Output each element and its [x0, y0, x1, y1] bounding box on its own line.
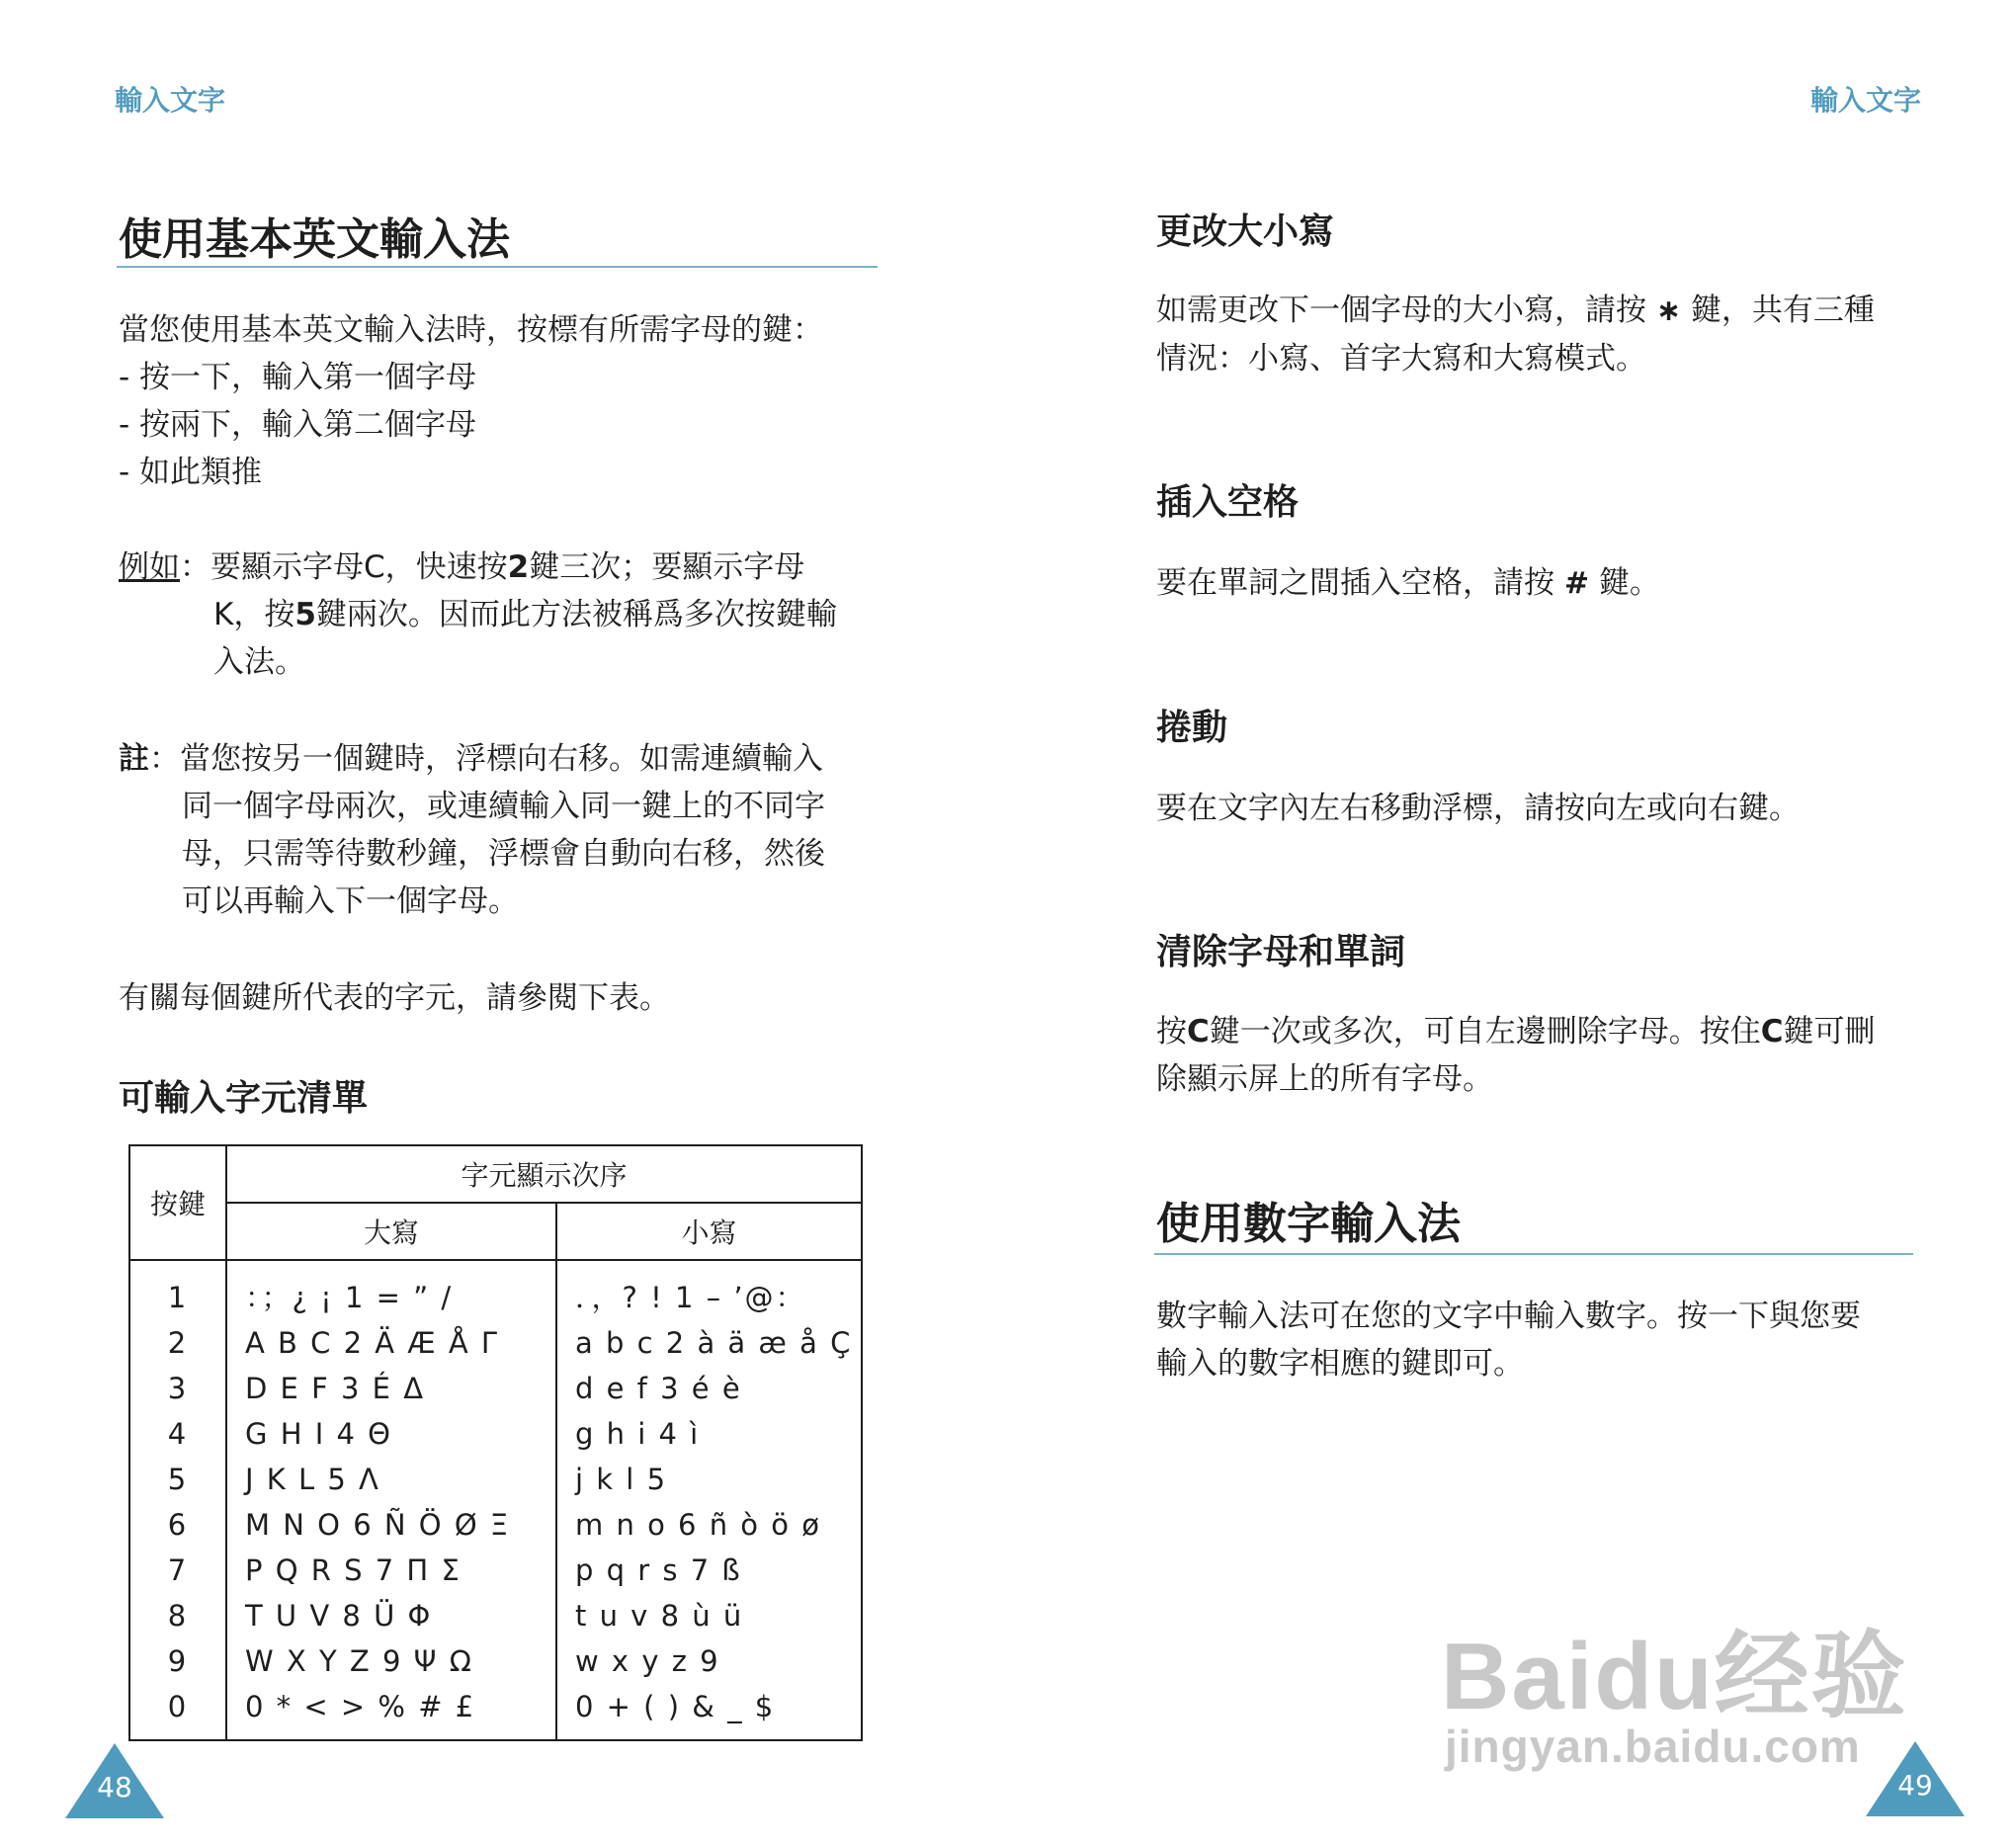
section-title-numeric: 使用數字輸入法	[1156, 1199, 1461, 1249]
example-sep: ：	[180, 549, 210, 585]
example-text: K，按	[213, 597, 295, 632]
table-title: 可輸入字元清單	[119, 1078, 369, 1119]
uppercase-column	[226, 1260, 556, 1740]
lower-cell: p q r s 7 ß	[575, 1553, 742, 1587]
upper-cell: J K L 5 Λ	[245, 1463, 380, 1496]
scroll-text: 要在文字內左右移動浮標，請按向左或向右鍵。	[1156, 791, 1800, 826]
bullet-item: - 按一下，輸入第一個字母	[119, 354, 476, 401]
lower-cell: m n o 6 ñ ò ö ø	[575, 1508, 821, 1542]
section-title-basic-english: 使用基本英文輸入法	[119, 214, 510, 265]
key-label: C	[1760, 1014, 1784, 1049]
text-span: 鍵一次或多次，可自左邊刪除字母。按住	[1209, 1014, 1761, 1049]
upper-cell: A B C 2 Ä Æ Å Γ	[245, 1326, 500, 1360]
note-line: 可以再輸入下一個字母。	[182, 883, 519, 919]
key-cell: 0	[167, 1690, 189, 1723]
text-line	[1156, 287, 1947, 335]
heading-insert-space: 插入空格	[1156, 482, 1300, 523]
lower-cell: a b c 2 à ä æ å Ç	[575, 1326, 853, 1360]
heading-change-case: 更改大小寫	[1156, 211, 1335, 252]
text-line: 輸入的數字相應的鍵即可。	[1156, 1346, 1524, 1382]
upper-cell: W X Y Z 9 Ψ Ω	[245, 1644, 473, 1678]
key-cell: 9	[167, 1644, 189, 1678]
note-line: 同一個字母兩次，或連續輸入同一鍵上的不同字	[182, 789, 825, 824]
key-cell: 8	[167, 1599, 189, 1633]
upper-cell: M N O 6 Ñ Ö Ø Ξ	[245, 1508, 511, 1542]
text-span: 按	[1156, 1014, 1187, 1049]
upper-cell: D E F 3 É Δ	[245, 1372, 426, 1405]
character-table	[128, 1144, 863, 1741]
lower-cell: ．，? ! 1 – ’@：	[575, 1281, 806, 1314]
example-line	[119, 591, 889, 638]
key-cell: 4	[167, 1417, 189, 1451]
text-line	[1156, 1008, 1957, 1055]
text-span: 鍵，共有三種	[1690, 293, 1875, 328]
text-span: 如需更改下一個字母的大小寫，請按	[1156, 293, 1646, 328]
note-sep: ：	[149, 741, 180, 777]
key-cell: 6	[167, 1508, 189, 1542]
running-head-right: 輸入文字	[1810, 84, 1922, 117]
text-span: 要在單詞之間插入空格，請按	[1156, 565, 1554, 601]
upper-cell: ：；¿ ¡ 1 = ” /	[245, 1281, 454, 1314]
example-label: 例如	[119, 549, 180, 585]
text-line: 數字輸入法可在您的文字中輸入數字。按一下與您要	[1156, 1299, 1861, 1334]
header-lowercase: 小寫	[556, 1203, 862, 1260]
title-rule	[1154, 1253, 1913, 1255]
note-line	[119, 735, 909, 783]
example-line: 入法。	[213, 644, 305, 680]
lower-cell: g h i 4 ì	[575, 1417, 701, 1451]
key-column	[129, 1260, 226, 1740]
bullet-item: - 如此類推	[119, 449, 476, 496]
heading-clear: 清除字母和單詞	[1156, 932, 1406, 972]
page-number-right: 49	[1897, 1769, 1933, 1802]
note-block	[119, 735, 909, 925]
note-label: 註	[119, 741, 149, 777]
key-cell: 3	[167, 1372, 189, 1405]
text-span: 鍵可刪	[1783, 1014, 1876, 1049]
example-text: 要顯示字母C，快速按	[210, 549, 508, 585]
key-label: C	[1187, 1014, 1210, 1049]
example-text: 鍵三次；要顯示字母	[529, 549, 805, 585]
lower-cell: j k l 5	[575, 1463, 668, 1496]
upper-cell: T U V 8 Ü Φ	[245, 1599, 433, 1633]
example-block	[119, 544, 889, 686]
lower-cell: 0 + ( ) & _ $	[575, 1690, 776, 1723]
text-line: 情況：小寫、首字大寫和大寫模式。	[1156, 341, 1646, 377]
note-text: 當您按另一個鍵時，浮標向右移。如需連續輸入	[180, 741, 823, 777]
text-span: 鍵。	[1598, 565, 1660, 601]
press-bullet-list	[119, 354, 476, 496]
example-line	[119, 544, 889, 591]
change-case-text	[1156, 287, 1947, 382]
header-display-order: 字元顯示次序	[226, 1145, 862, 1203]
intro-text: 當您使用基本英文輸入法時，按標有所需字母的鍵：	[119, 312, 823, 348]
upper-cell: P Q R S 7 Π Σ	[245, 1553, 462, 1587]
example-text: 鍵兩次。因而此方法被稱爲多次按鍵輸	[315, 597, 837, 632]
key-label: 2	[507, 549, 530, 585]
watermark-logo: Baidu经验	[1441, 1624, 1908, 1729]
clear-text	[1156, 1008, 1957, 1103]
bullet-item: - 按兩下，輸入第二個字母	[119, 401, 476, 449]
page-number-left: 48	[97, 1771, 132, 1804]
text-line: 除顯示屏上的所有字母。	[1156, 1061, 1493, 1097]
heading-scroll: 捲動	[1156, 708, 1228, 748]
key-cell: 2	[167, 1326, 189, 1360]
key-cell: 1	[167, 1281, 189, 1314]
header-uppercase: 大寫	[226, 1203, 556, 1260]
watermark-url: jingyan.baidu.com	[1445, 1720, 1861, 1772]
upper-cell: G H I 4 Θ	[245, 1417, 392, 1451]
numeric-text	[1156, 1293, 1947, 1387]
lower-cell: t u v 8 ù ü	[575, 1599, 744, 1633]
key-cell: 5	[167, 1463, 189, 1496]
star-key-icon: ∗	[1655, 294, 1681, 328]
lower-cell: w x y z 9	[575, 1644, 720, 1678]
lowercase-column	[556, 1260, 862, 1740]
note-line: 母，只需等待數秒鐘，浮標會自動向右移，然後	[182, 836, 825, 872]
header-key: 按鍵	[129, 1145, 226, 1260]
table-reference-text: 有關每個鍵所代表的字元，請參閱下表。	[119, 980, 670, 1016]
key-label: 5	[294, 597, 316, 632]
key-cell: 7	[167, 1553, 189, 1587]
upper-cell: 0 * < > % # £	[245, 1690, 476, 1723]
hash-key-icon: #	[1563, 566, 1589, 601]
insert-space-text	[1156, 559, 1660, 608]
lower-cell: d e f 3 é è	[575, 1372, 742, 1405]
title-rule	[117, 266, 878, 268]
running-head-left: 輸入文字	[115, 84, 226, 117]
